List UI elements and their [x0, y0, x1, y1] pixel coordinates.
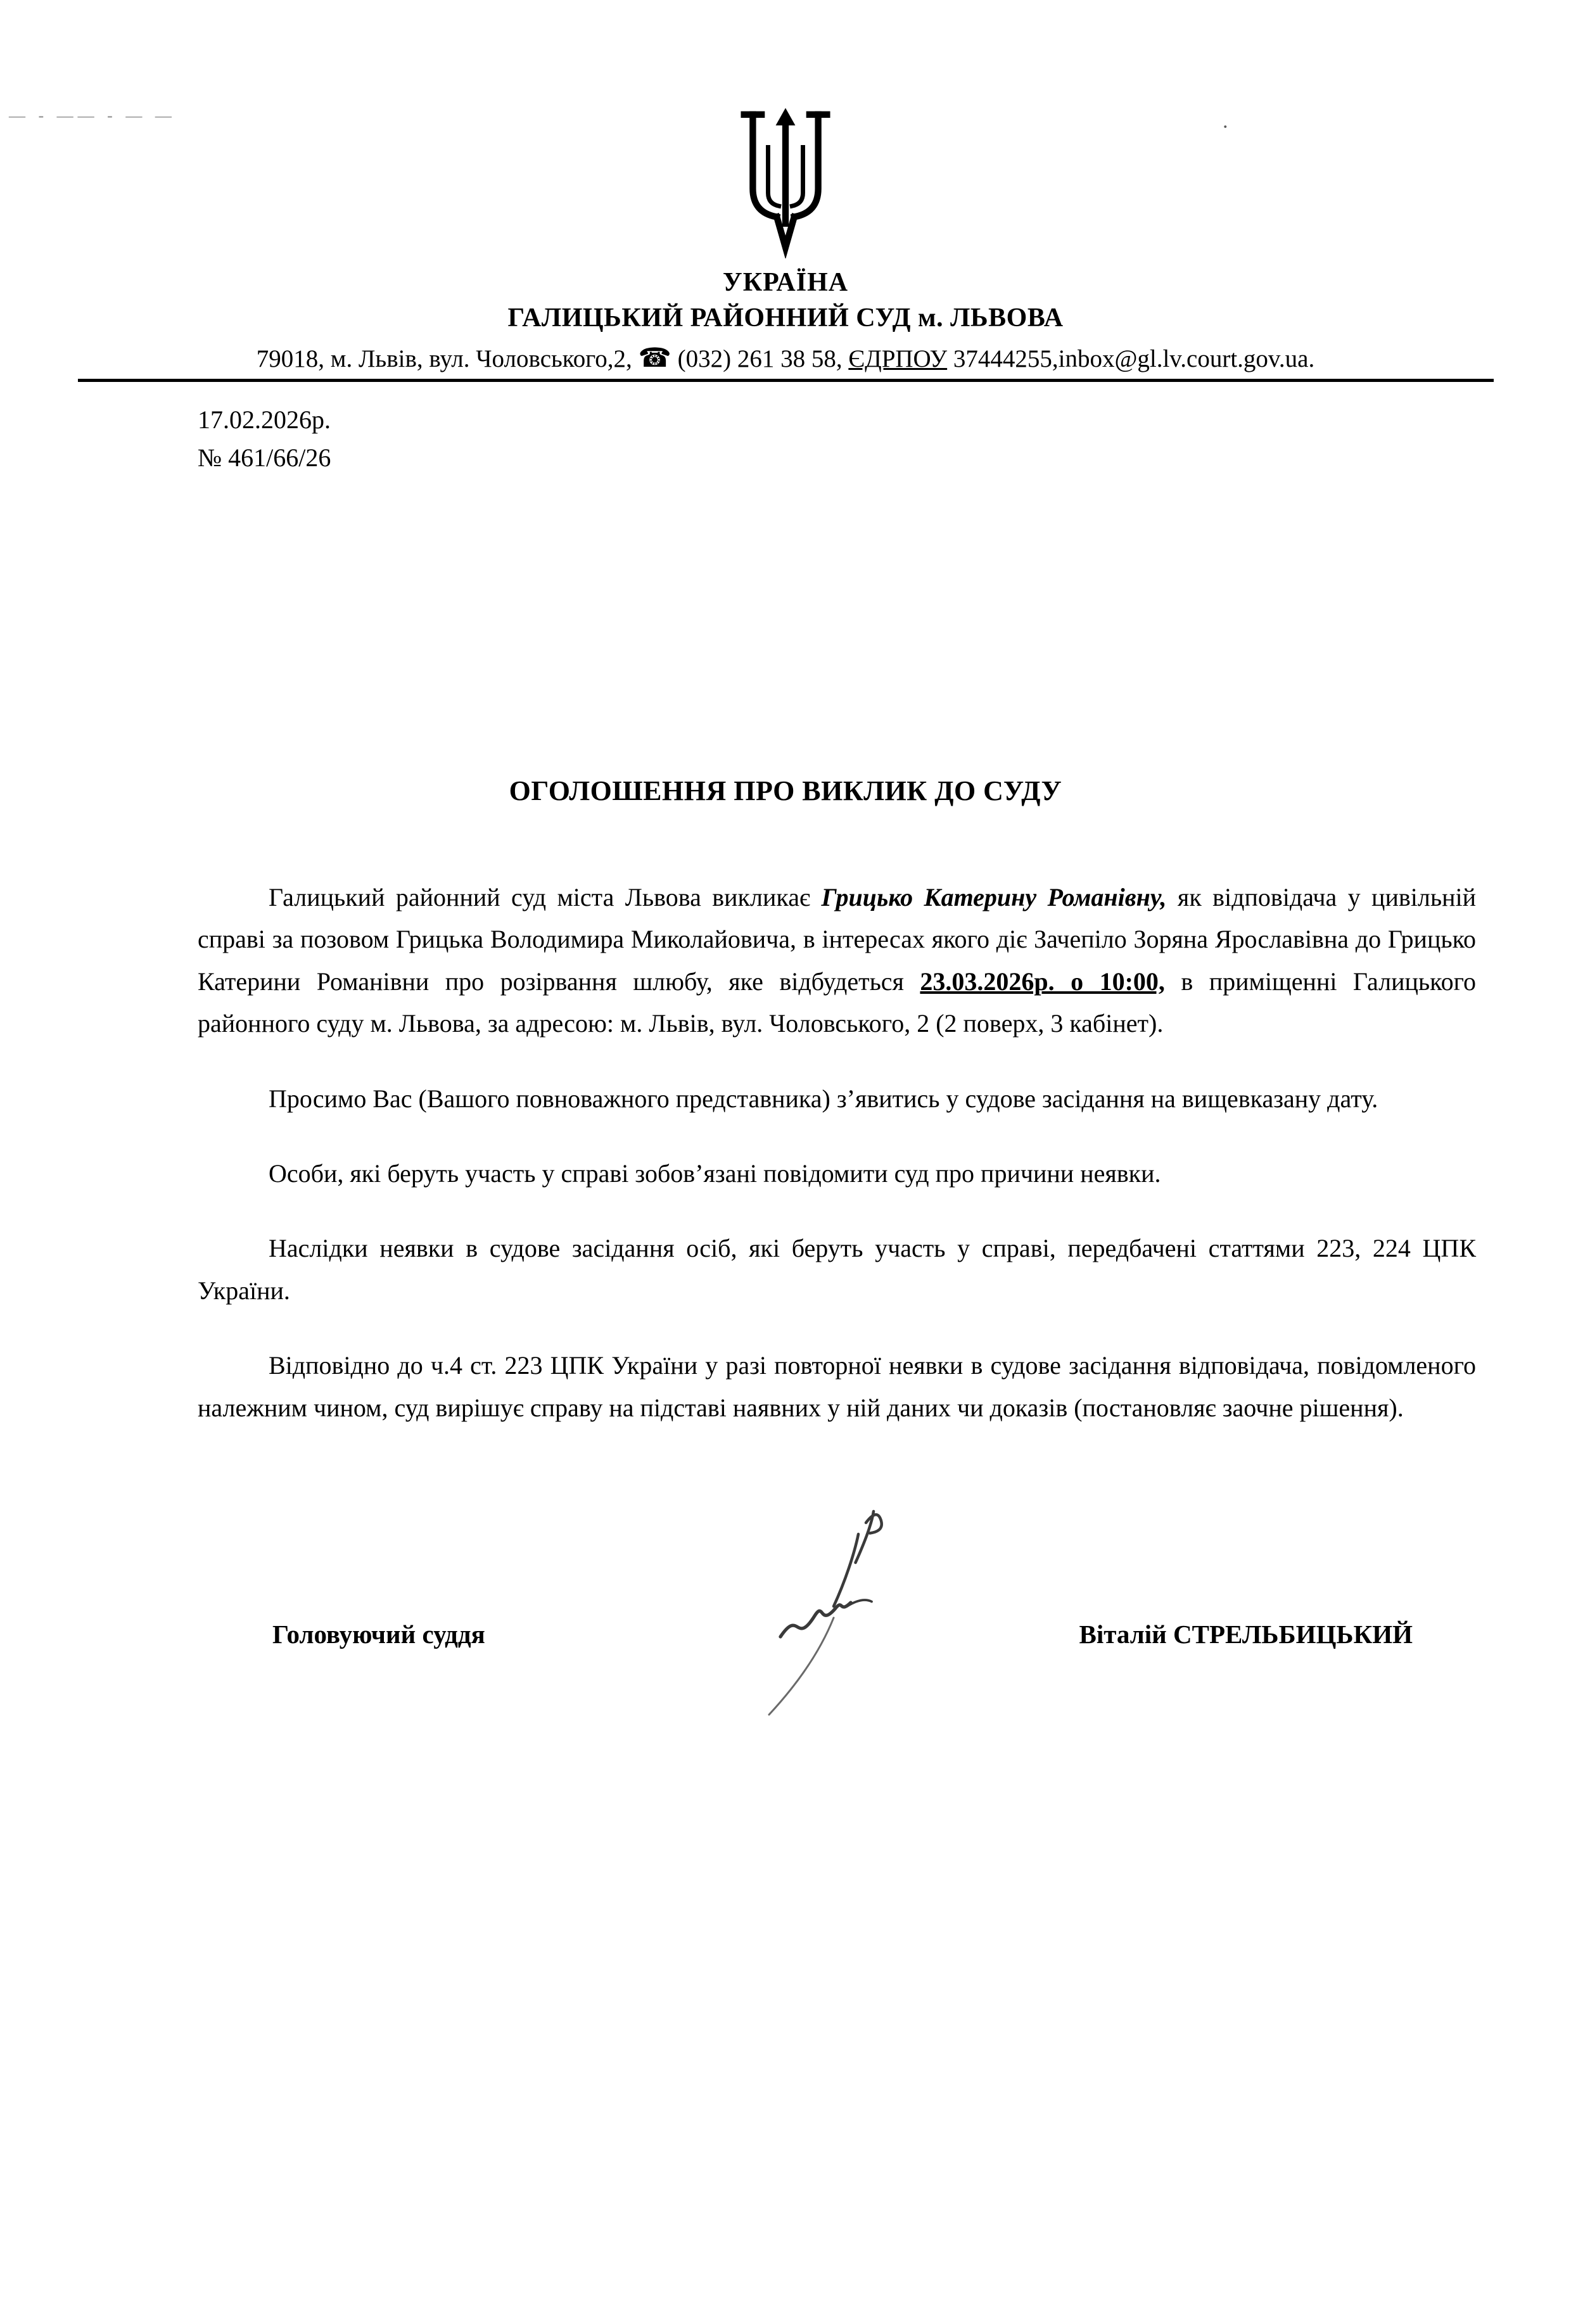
- hearing-datetime: 23.03.2026р. о 10:00,: [920, 967, 1165, 996]
- country-heading: УКРАЇНА: [722, 268, 849, 297]
- court-summons-document: [0, 101, 1571, 2324]
- address-part-3: 37444255,inbox@gl.lv.court.gov.ua.: [947, 345, 1315, 372]
- phone-icon: ☎: [638, 344, 671, 373]
- case-number: № 461/66/26: [198, 443, 331, 472]
- signature-block: [272, 1619, 1413, 1649]
- summons-text-3: в приміщенні Галицького районного суду м. Львова, за адресою: м. Львів, вул. Чоловського, 2 (2 поверх, 3 кабінет).: [198, 967, 1476, 1038]
- letterhead-divider: [78, 379, 1494, 382]
- summons-text-2: як відповідача у цивільній справі за позовом Грицька Володимира Миколайовича, в інтересах якого діє Зачепіло Зоряна Ярославівна до Грицько Катерини Романівни про розірвання шлюбу, яке відбудеться: [198, 883, 1476, 996]
- paragraph-consequences: Наслідки неявки в судове засідання осіб, які беруть участь у справі, передбачені статтями 223, 224 ЦПК України.: [198, 1234, 1476, 1305]
- defendant-name: Грицько Катерину Романівну,: [821, 883, 1167, 911]
- document-title: ОГОЛОШЕННЯ ПРО ВИКЛИК ДО СУДУ: [509, 775, 1062, 806]
- document-date: 17.02.2026р.: [198, 405, 331, 434]
- paragraph-notify-absence: Особи, які беруть участь у справі зобов’язані повідомити суд про причини неявки.: [269, 1159, 1161, 1188]
- ukraine-trident-icon: [731, 101, 840, 258]
- summons-text-1: Галицький районний суд міста Львова викликає: [269, 883, 822, 911]
- letterhead-address: [0, 342, 1571, 374]
- address-part-1: 79018, м. Львів, вул. Чоловського,2,: [256, 345, 639, 372]
- paragraph-request-appearance: Просимо Вас (Вашого повноважного представника) з’явитись у судове засідання на вищевказану дату.: [269, 1084, 1378, 1113]
- scan-artifact-dashes: — - —— - — —: [9, 106, 176, 125]
- document-body: [198, 877, 1476, 1429]
- judge-role-label: Головуючий суддя: [272, 1619, 485, 1649]
- judge-signature: [741, 1492, 938, 1720]
- scan-artifact-dot: ·: [1221, 115, 1229, 139]
- document-meta: [198, 401, 1571, 477]
- paragraph-default-judgment: Відповідно до ч.4 ст. 223 ЦПК України у разі повторної неявки в судове засідання відповідача, повідомленого належним чином, суд вирішує справу на підставі наявних у ній даних чи доказів (постановляє заочне рішення).: [198, 1351, 1476, 1422]
- judge-name: Віталій СТРЕЛЬБИЦЬКИЙ: [1079, 1619, 1413, 1649]
- court-name-heading: ГАЛИЦЬКИЙ РАЙОННИЙ СУД м. ЛЬВОВА: [507, 303, 1064, 333]
- edrpou-label: ЄДРПОУ: [848, 345, 948, 372]
- paragraph-summons: [198, 877, 1476, 1045]
- address-part-2: (032) 261 38 58,: [671, 345, 849, 372]
- trident-spearhead: [776, 108, 796, 125]
